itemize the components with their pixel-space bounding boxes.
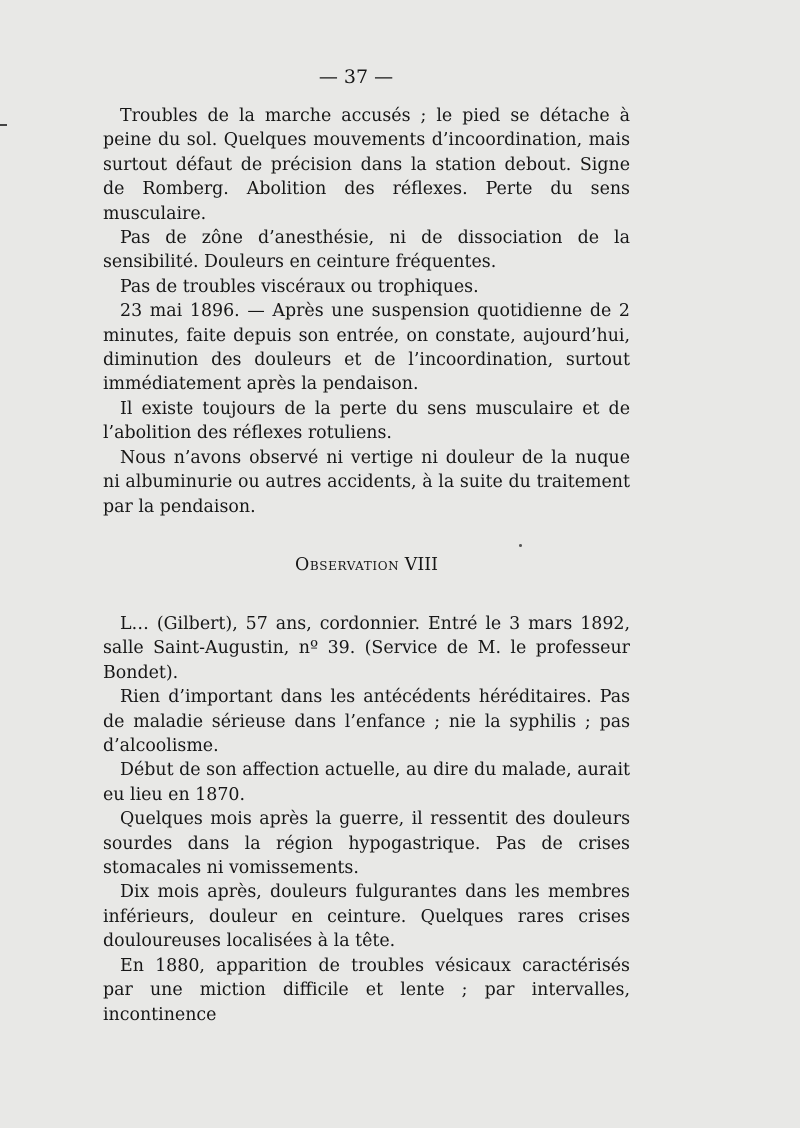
observation-heading [103,555,630,575]
paragraph: Rien d’important dans les antécédents héréditaires. Pas de maladie sérieuse dans l’enfance ; nie la syphilis ; pas d’alcoolisme. [103,687,630,757]
paragraph: 23 mai 1896. — Après une suspension quotidienne de 2 minutes, faite depuis son entrée, on constate, aujourd’hui, diminution des douleurs et de l’incoordination, surtout immédiatement après la pendaison. [103,301,630,395]
paragraph: L… (Gilbert), 57 ans, cordonnier. Entré le 3 mars 1892, salle Saint-Augustin, nº 39. (Service de M. le professeur Bondet). [103,614,630,683]
paragraph: Nous n’avons observé ni vertige ni douleur de la nuque ni albuminurie ou autres accidents, à la suite du traitement par la pendaison. [103,447,630,517]
ink-speck [519,544,522,547]
paragraph: En 1880, apparition de troubles vésicaux caractérisés par une miction difficile et lente ; par intervalles, incontinence [103,955,630,1025]
observation-heading-word: Observation [295,555,400,575]
text-block-observation [103,612,630,1027]
text-block-intro [103,104,630,519]
paragraph: Début de son affection actuelle, au dire du malade, aurait eu lieu en 1870. [103,760,630,805]
margin-mark [0,124,7,126]
paragraph: Pas de troubles viscéraux ou trophiques. [120,276,479,297]
paragraph: Il existe toujours de la perte du sens musculaire et de l’abolition des réflexes rotuliens. [103,398,630,444]
page-number: — 37 — [318,66,394,88]
observation-heading-number: VIII [404,555,438,575]
paragraph: Quelques mois après la guerre, il ressentit des douleurs sourdes dans la région hypogastrique. Pas de crises stomacales ni vomissements. [103,809,630,879]
paragraph: Troubles de la marche accusés ; le pied se détache à peine du sol. Quelques mouvements d’incoordination, mais surtout défaut de précision dans la station debout. Signe de Romberg. Abolition des réflexes. Perte du sens musculaire. [103,106,630,224]
paragraph: Dix mois après, douleurs fulgurantes dans les membres inférieurs, douleur en ceinture. Quelques rares crises douloureuses localisées à la tête. [103,882,630,952]
paragraph: Pas de zône d’anesthésie, ni de dissociation de la sensibilité. Douleurs en ceinture fréquentes. [103,228,630,273]
